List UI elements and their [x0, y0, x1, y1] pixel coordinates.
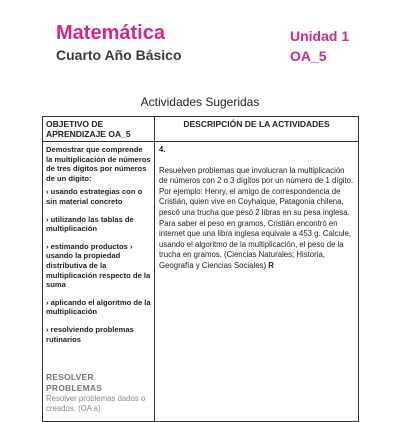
activity-number: 4.	[159, 145, 166, 154]
course-title: Cuarto Año Básico	[56, 47, 182, 63]
section-title: Actividades Sugeridas	[140, 95, 260, 109]
activity-text	[159, 166, 354, 272]
objective-item: › usando estrategias con o sin material concreto	[46, 187, 143, 206]
unit-label: Unidad 1	[290, 28, 350, 44]
activity-description: Resuelven problemas que involucran la multiplicación de números con 2 o 3 dígitos por un número de 1 dígito. Por ejemplo: Henry, el amigo de correspondencia de Cristián, quien vive en Coyhaique, Patagonia chilena, pescó una trucha que pesó 2 libras en su pesa inglesa. Para saber el peso en gramos, Cristián encontró en internet que una libra inglesa equivale a 453 g. Calcule, usando el algoritmo de la multiplicación, el peso de la trucha en gramos. (Ciencias Naturales; Historia, Geografía y Ciencias Sociales)	[159, 165, 354, 270]
objective-item: › utilizando las tablas de multiplicación	[46, 214, 134, 234]
table-header-row	[43, 117, 359, 142]
objective-item: › aplicando el algoritmo de la multiplicación	[46, 297, 151, 317]
activity-tag: R	[268, 260, 274, 270]
skill-title: RESOLVER PROBLEMAS	[46, 372, 103, 393]
skill-text: Resolver problemas dados o creados. (OA a)	[46, 394, 146, 413]
oa-code: OA_5	[290, 48, 327, 64]
objective-item: › resolviendo problemas rutinarios	[46, 324, 134, 344]
objective-lead: Demostrar que comprende la multiplicación de números de tres dígitos por números de un dígito:	[46, 145, 151, 183]
skill-box	[46, 372, 152, 414]
objective-item: › estimando productos › usando la propiedad distributiva de la multiplicación respecto de la suma	[46, 241, 151, 290]
description-column-header: DESCRIPCIÓN DE LA ACTIVIDADES	[155, 117, 359, 142]
subject-title: Matemática	[56, 22, 165, 44]
activity-cell	[155, 142, 359, 422]
objective-column-header: OBJETIVO DE APRENDIZAJE OA_5	[43, 117, 155, 142]
